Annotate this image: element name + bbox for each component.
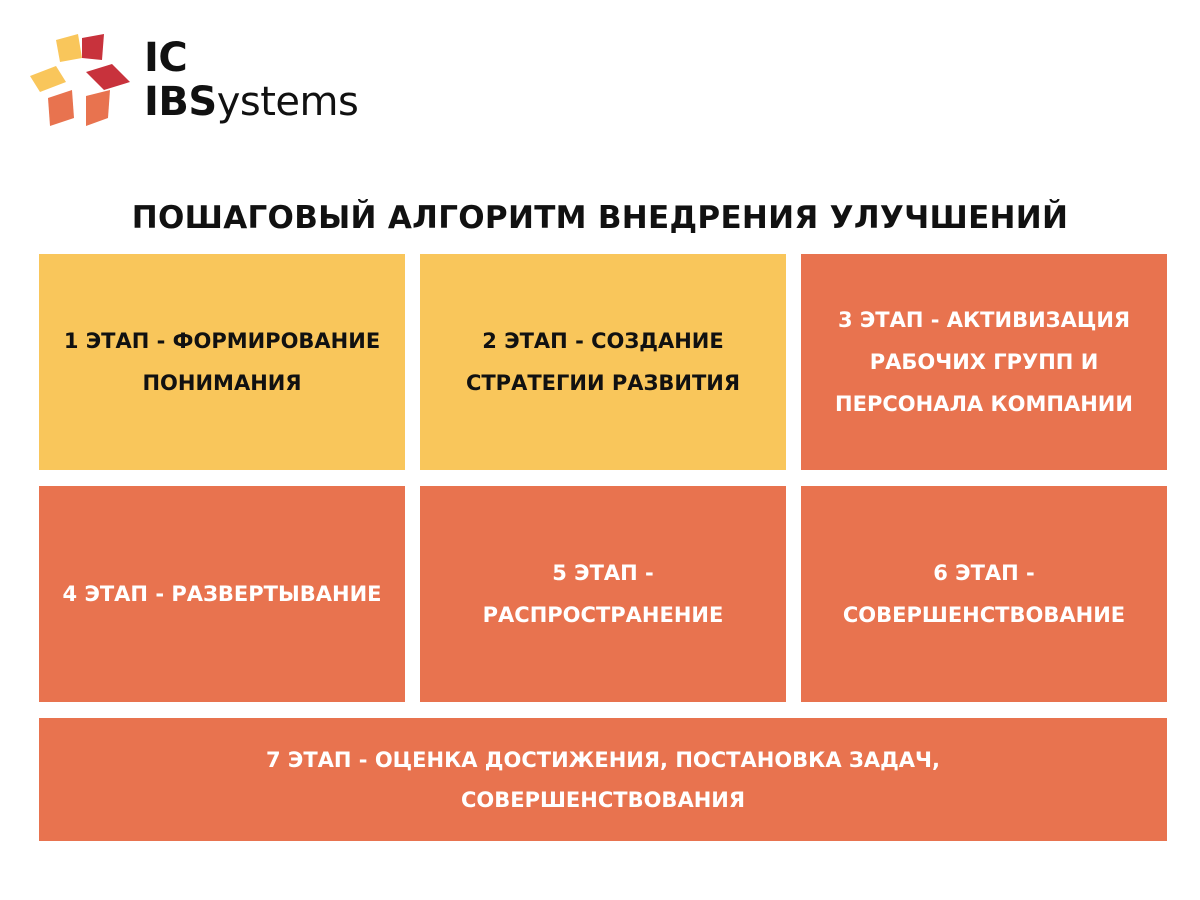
stage-2-box <box>420 254 786 470</box>
stage-7-label: 7 ЭТАП - ОЦЕНКА ДОСТИЖЕНИЯ, ПОСТАНОВКА ЗАДАЧ, СОВЕРШЕНСТВОВАНИЯ <box>266 747 940 812</box>
logo-line-ibsystems <box>144 80 358 124</box>
page-title: ПОШАГОВЫЙ АЛГОРИТМ ВНЕДРЕНИЯ УЛУЧШЕНИЙ <box>131 200 1069 236</box>
stage-5-label: 5 ЭТАП - РАСПРОСТРАНЕНИЕ <box>482 561 724 627</box>
logo-cubes-icon <box>26 32 136 132</box>
stage-4-box <box>39 486 405 702</box>
logo-ystems: ystems <box>216 79 359 125</box>
stage-7-box <box>39 718 1167 841</box>
stage-4-label: 4 ЭТАП - РАЗВЕРТЫВАНИЕ <box>62 582 382 606</box>
logo-line-ic: IC <box>144 35 188 81</box>
stage-1-box <box>39 254 405 470</box>
company-logo <box>26 32 406 132</box>
stage-2-label: 2 ЭТАП - СОЗДАНИЕ СТРАТЕГИИ РАЗВИТИЯ <box>465 329 741 395</box>
stage-5-box <box>420 486 786 702</box>
stage-1-label: 1 ЭТАП - ФОРМИРОВАНИЕ ПОНИМАНИЯ <box>63 329 381 395</box>
stage-6-box <box>801 486 1167 702</box>
logo-wordmark <box>144 36 358 124</box>
stage-3-box <box>801 254 1167 470</box>
logo-ibs: IBS <box>144 79 217 125</box>
stage-3-label: 3 ЭТАП - АКТИВИЗАЦИЯ РАБОЧИХ ГРУПП И ПЕРСОНАЛА КОМПАНИИ <box>835 308 1133 416</box>
stage-6-label: 6 ЭТАП - СОВЕРШЕНСТВОВАНИЕ <box>842 561 1126 627</box>
